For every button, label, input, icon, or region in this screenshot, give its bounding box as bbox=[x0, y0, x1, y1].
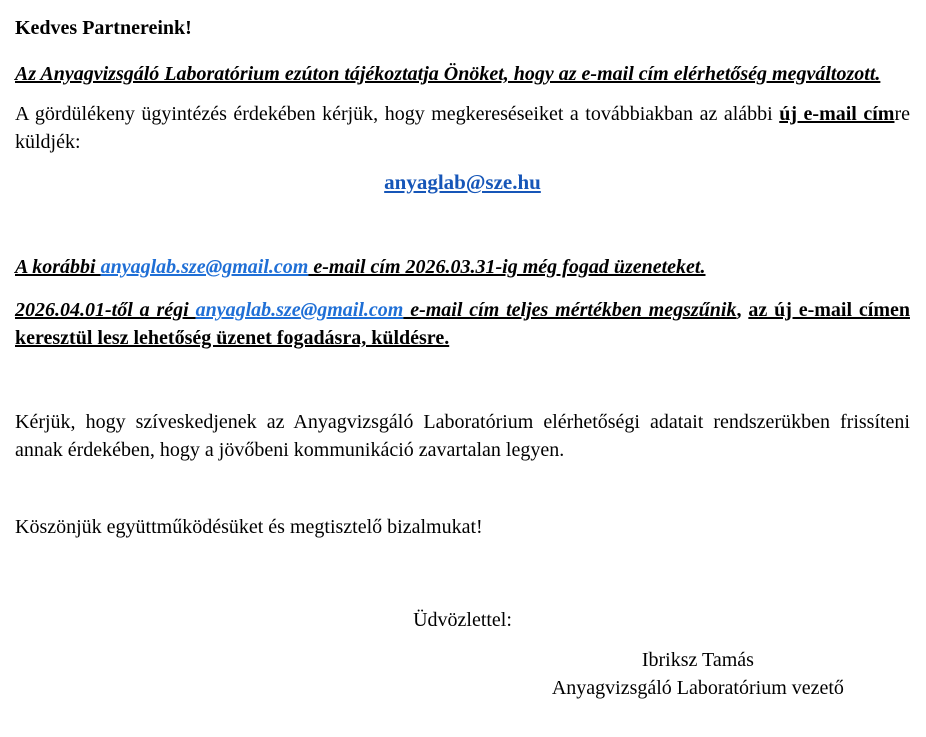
greeting: Kedves Partnereink! bbox=[15, 17, 192, 39]
termination-emphasis: az új e-mail címen keresztül lesz lehetőség üzenet fogadásra, küldésre. bbox=[15, 299, 910, 350]
termination-text-pre: 2026.04.01-től a régi bbox=[15, 299, 196, 322]
request-text-pre: A gördülékeny ügyintézés érdekében kérjük, hogy megkereséseiket a továbbiakban az alábbi bbox=[15, 103, 780, 125]
signature-name: Ibriksz Tamás bbox=[641, 649, 754, 672]
termination-paragraph bbox=[15, 296, 910, 352]
request-emphasis-new-email: új e-mail cím bbox=[779, 103, 895, 125]
closing-salutation: Üdvözlettel: bbox=[413, 609, 512, 632]
thanks-paragraph: Köszönjük együttműködésüket és megtisztelő bizalmukat! bbox=[15, 516, 483, 539]
old-note-text-pre: A korábbi bbox=[15, 256, 101, 279]
old-email-link-2[interactable]: anyaglab.sze@gmail.com bbox=[195, 299, 404, 322]
old-email-link[interactable]: anyaglab.sze@gmail.com bbox=[100, 256, 309, 279]
intro-paragraph: Az Anyagvizsgáló Laboratórium ezúton tájékoztatja Önöket, hogy az e-mail cím elérhetőség megváltozott. bbox=[15, 63, 881, 85]
update-request-paragraph: Kérjük, hogy szíveskedjenek az Anyagvizsgáló Laboratórium elérhetőségi adatait rendszerükben frissíteni annak érdekében, hogy a jövőbeni kommunikáció zavartalan legyen. bbox=[15, 411, 910, 462]
new-email-line bbox=[15, 168, 910, 197]
new-email-link[interactable]: anyaglab@sze.hu bbox=[384, 170, 541, 194]
signature-title: Anyagvizsgáló Laboratórium vezető bbox=[551, 677, 844, 700]
old-note-text-post: e-mail cím 2026.03.31-ig még fogad üzeneteket. bbox=[308, 256, 706, 279]
request-text-post: re küldjék: bbox=[15, 103, 911, 153]
termination-separator: , bbox=[736, 299, 749, 322]
signature-block bbox=[486, 646, 910, 702]
termination-text-mid: e-mail cím teljes mértékben megszűnik bbox=[403, 299, 737, 322]
old-email-paragraph bbox=[15, 253, 910, 281]
request-paragraph bbox=[15, 100, 910, 156]
